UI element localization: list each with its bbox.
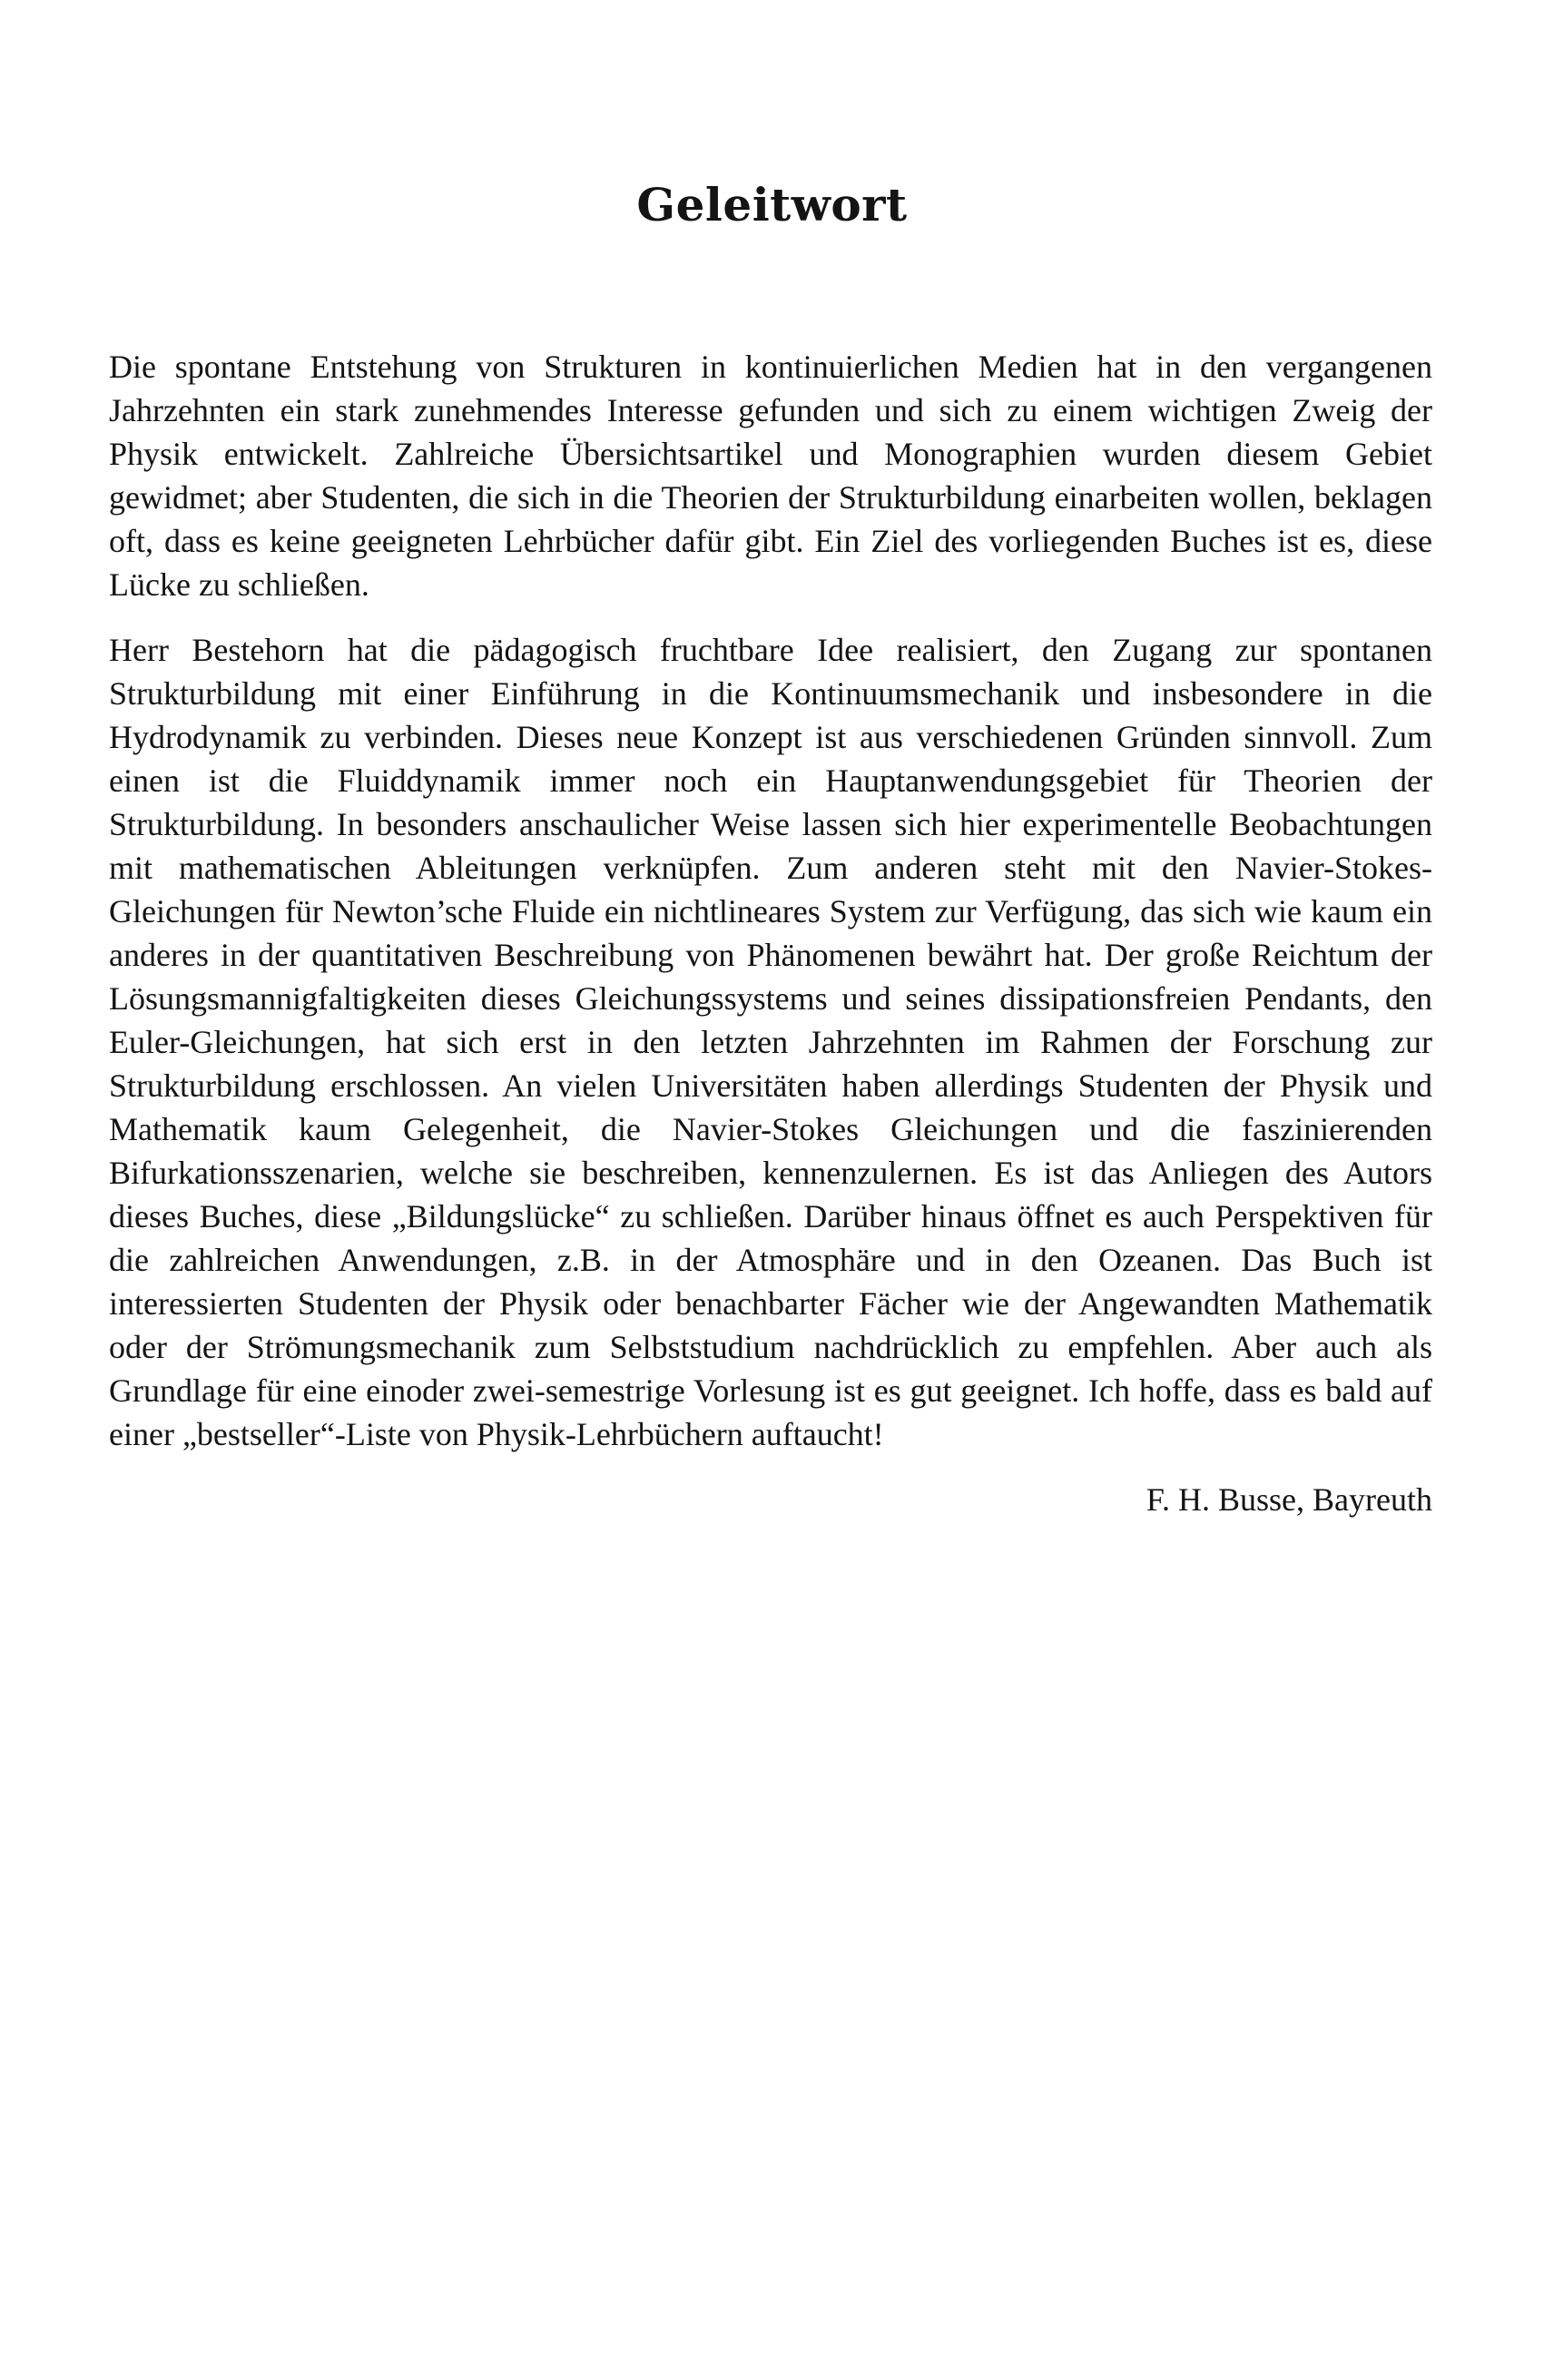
foreword-body (109, 345, 1432, 1521)
paragraph-main: Herr Bestehorn hat die pädagogisch fruchtbare Idee realisiert, den Zugang zur spontanen Strukturbildung mit einer Einführung in die Kontinuumsmechanik und insbesondere in die Hydrodynamik zu verbinden. Dieses neue Konzept ist aus verschiedenen Gründen sinnvoll. Zum einen ist die Fluiddynamik immer noch ein Hauptanwendungsgebiet für Theorien der Strukturbildung. In besonders anschaulicher Weise lassen sich hier experimentelle Beobachtungen mit mathematischen Ableitungen verknüpfen. Zum anderen steht mit den Navier-Stokes-Gleichungen für Newton’sche Fluide ein nichtlineares System zur Verfügung, das sich wie kaum ein anderes in der quantitativen Beschreibung von Phänomenen bewährt hat. Der große Reichtum der Lösungsmannigfaltigkeiten dieses Gleichungssystems und seines dissipationsfreien Pendants, den Euler-Gleichungen, hat sich erst in den letzten Jahrzehnten im Rahmen der Forschung zur Strukturbildung erschlossen. An vielen Universitäten haben allerdings Studenten der Physik und Mathematik kaum Gelegenheit, die Navier-Stokes Gleichungen und die faszinierenden Bifurkationsszenarien, welche sie beschreiben, kennenzulernen. Es ist das Anliegen des Autors dieses Buches, diese „Bildungslücke“ zu schließen. Darüber hinaus öffnet es auch Perspektiven für die zahlreichen Anwendungen, z.B. in der Atmosphäre und in den Ozeanen. Das Buch ist interessierten Studenten der Physik oder benachbarter Fächer wie der Angewandten Mathematik oder der Strömungsmechanik zum Selbststudium nachdrücklich zu empfehlen. Aber auch als Grundlage für eine einoder zwei-semestrige Vorlesung ist es gut geeignet. Ich hoffe, dass es bald auf einer „bestseller“-Liste von Physik-Lehrbüchern auftaucht! (109, 632, 1432, 1452)
page-title: Geleitwort (636, 178, 908, 231)
paragraph-intro: Die spontane Entstehung von Strukturen in kontinuierlichen Medien hat in den vergangenen Jahrzehnten ein stark zunehmendes Interesse gefunden und sich zu einem wichtigen Zweig der Physik entwickelt. Zahlreiche Übersichtsartikel und Monographien wurden diesem Gebiet gewidmet; aber Studenten, die sich in die Theorien der Strukturbildung einarbeiten wollen, beklagen oft, dass es keine geeigneten Lehrbücher dafür gibt. Ein Ziel des vorliegenden Buches ist es, diese Lücke zu schließen. (109, 349, 1432, 603)
author-signature: F. H. Busse, Bayreuth (1146, 1481, 1432, 1518)
